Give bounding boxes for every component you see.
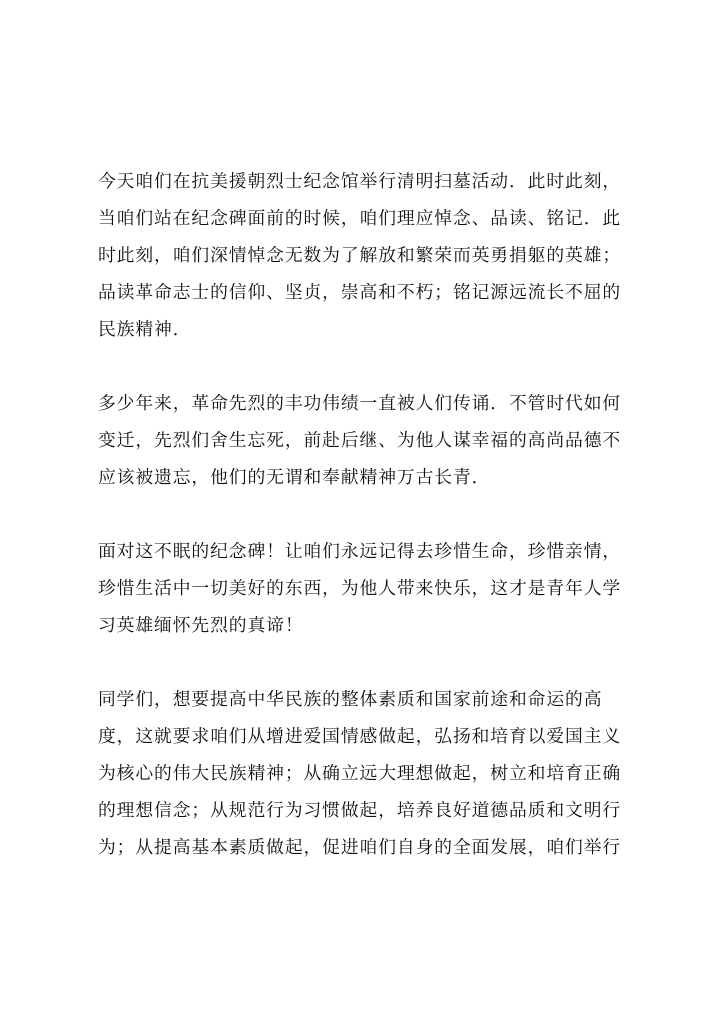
text-line: 为核心的伟大民族精神；从确立远大理想做起，树立和培育正确: [98, 763, 622, 784]
paragraph-3: [98, 533, 643, 644]
text-line: 品读革命志士的信仰、坚贞，崇高和不朽；铭记源远流长不屈的: [98, 282, 622, 303]
text-line: 变迁，先烈们舍生忘死，前赴后继、为他人谋幸福的高尚品德不: [98, 430, 622, 451]
document-body: [98, 163, 643, 903]
text-line: 多少年来，革命先烈的丰功伟绩一直被人们传诵．不管时代如何: [98, 393, 622, 414]
text-line: 为；从提高基本素质做起，促进咱们自身的全面发展，咱们举行: [98, 837, 622, 858]
text-line: 度，这就要求咱们从增进爱国情感做起，弘扬和培育以爱国主义: [98, 726, 622, 747]
text-line: 珍惜生活中一切美好的东西，为他人带来快乐，这才是青年人学: [98, 578, 622, 599]
paragraph-2: [98, 385, 643, 496]
text-line: 同学们，想要提高中华民族的整体素质和国家前途和命运的高: [98, 689, 603, 710]
paragraph-1: [98, 163, 643, 348]
text-line: 民族精神．: [98, 319, 192, 340]
text-line: 当咱们站在纪念碑面前的时候，咱们理应悼念、品读、铭记．此: [98, 208, 622, 229]
paragraph-4: [98, 681, 643, 866]
text-line: 今天咱们在抗美援朝烈士纪念馆举行清明扫墓活动．此时此刻，: [98, 171, 622, 192]
text-line: 应该被遗忘，他们的无谓和奉献精神万古长青．: [98, 467, 491, 488]
text-line: 习英雄缅怀先烈的真谛！: [98, 615, 304, 636]
text-line: 时此刻，咱们深情悼念无数为了解放和繁荣而英勇捐躯的英雄；: [98, 245, 622, 266]
text-line: 的理想信念；从规范行为习惯做起，培养良好道德品质和文明行: [98, 800, 622, 821]
text-line: 面对这不眠的纪念碑！让咱们永远记得去珍惜生命，珍惜亲情，: [98, 541, 622, 562]
